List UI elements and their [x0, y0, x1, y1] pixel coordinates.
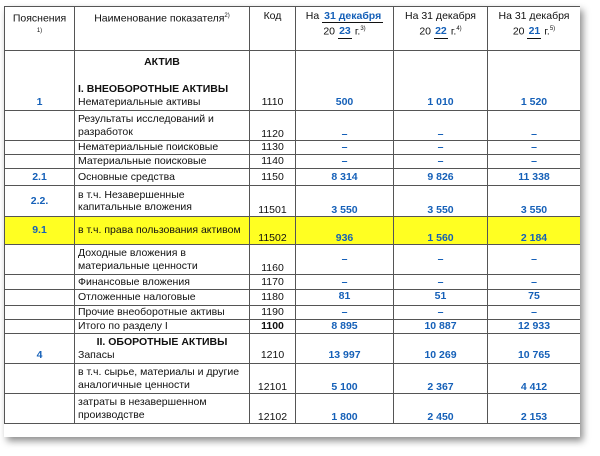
table-row — [5, 155, 581, 169]
balance-sheet — [4, 6, 580, 437]
row-value: 2 153 — [488, 394, 581, 424]
row-value: 1 800 — [296, 394, 394, 424]
row-name: Материальные поисковые — [75, 155, 250, 169]
row-note — [5, 394, 75, 424]
row-value: 8 895 — [296, 320, 394, 334]
row-value: – — [488, 111, 581, 141]
row-value: – — [394, 275, 488, 290]
section1-title: I. ВНЕОБОРОТНЫЕ АКТИВЫ — [78, 83, 229, 95]
row-name: затраты в незавершенном производстве — [75, 394, 250, 424]
row-note — [5, 245, 75, 275]
row-note — [5, 155, 75, 169]
balance-table — [4, 6, 580, 424]
row-code: 1180 — [250, 290, 296, 306]
header-period-2022: На 31 декабря 20 22 г.$^{4)}$ — [394, 7, 488, 51]
row-code: 1210 — [250, 334, 296, 364]
row-name: Прочие внеоборотные активы — [75, 306, 250, 320]
row-value: 3 550 — [488, 186, 581, 217]
row-value: – — [488, 275, 581, 290]
table-row — [5, 245, 581, 275]
row-value: 10 765 — [488, 334, 581, 364]
row-value: 1 560 — [394, 217, 488, 245]
row-name: в т.ч. права пользования активом — [75, 217, 250, 245]
row-value: – — [296, 245, 394, 275]
table-row — [5, 290, 581, 306]
row-value: 2 367 — [394, 364, 488, 394]
row-code: 12101 — [250, 364, 296, 394]
row-note — [5, 364, 75, 394]
row-code: 1100 — [250, 320, 296, 334]
row-value: – — [296, 275, 394, 290]
header-indicator: Наименование показателя$^{2)}$ — [75, 7, 250, 51]
row-code: 11501 — [250, 186, 296, 217]
row-value: 3 550 — [394, 186, 488, 217]
row-value: – — [394, 306, 488, 320]
row-value: 12 933 — [488, 320, 581, 334]
row-value: – — [394, 141, 488, 155]
table-row — [5, 51, 581, 111]
row-value: 2 450 — [394, 394, 488, 424]
row-value: 2 184 — [488, 217, 581, 245]
table-row — [5, 186, 581, 217]
row-value: 10 887 — [394, 320, 488, 334]
table-row — [5, 169, 581, 186]
row-code: 1170 — [250, 275, 296, 290]
row-value: – — [394, 111, 488, 141]
row-note: 9.1 — [5, 217, 75, 245]
row-value: 1 010 — [394, 51, 488, 111]
row-note — [5, 306, 75, 320]
row-value: 9 826 — [394, 169, 488, 186]
table-row — [5, 364, 581, 394]
row-name: Отложенные налоговые — [75, 290, 250, 306]
row-name: АКТИВ I. ВНЕОБОРОТНЫЕ АКТИВЫ Нематериальные активы — [75, 51, 250, 111]
table-row — [5, 141, 581, 155]
table-row — [5, 111, 581, 141]
header-code: Код — [250, 7, 296, 51]
row-name: II. ОБОРОТНЫЕ АКТИВЫ Запасы — [75, 334, 250, 364]
row-value: 75 — [488, 290, 581, 306]
row-code: 11502 — [250, 217, 296, 245]
row-value: – — [488, 245, 581, 275]
row-value: 13 997 — [296, 334, 394, 364]
header-period-2021: На 31 декабря 20 21 г.$^{5)}$ — [488, 7, 581, 51]
row-name: Основные средства — [75, 169, 250, 186]
table-row — [5, 306, 581, 320]
row-name: в т.ч. сырье, материалы и другие аналогичные ценности — [75, 364, 250, 394]
aktiv-title: АКТИВ — [144, 55, 180, 68]
row-code: 1140 — [250, 155, 296, 169]
row-value: 51 — [394, 290, 488, 306]
row-value: 10 269 — [394, 334, 488, 364]
header-period-2023: На 31 декабря 20 23 г.$^{3)}$ — [296, 7, 394, 51]
row-value: – — [296, 155, 394, 169]
row-value: 11 338 — [488, 169, 581, 186]
row-code: 1160 — [250, 245, 296, 275]
row-note — [5, 320, 75, 334]
row-value: 3 550 — [296, 186, 394, 217]
row-value: 936 — [296, 217, 394, 245]
row-name: в т.ч. Незавершенные капитальные вложения — [75, 186, 250, 217]
row-code: 12102 — [250, 394, 296, 424]
row-code: 1190 — [250, 306, 296, 320]
row-value: 1 520 — [488, 51, 581, 111]
row-note: 1 — [5, 51, 75, 111]
table-row — [5, 334, 581, 364]
row-note — [5, 141, 75, 155]
row-note: 2.1 — [5, 169, 75, 186]
section2-title: II. ОБОРОТНЫЕ АКТИВЫ — [96, 336, 228, 348]
row-note: 2.2. — [5, 186, 75, 217]
row-code: 1130 — [250, 141, 296, 155]
row-name: Нематериальные поисковые — [75, 141, 250, 155]
table-row — [5, 275, 581, 290]
row-name: Финансовые вложения — [75, 275, 250, 290]
row-value: – — [296, 111, 394, 141]
row-value: 81 — [296, 290, 394, 306]
row-note — [5, 290, 75, 306]
row-name: Доходные вложения в материальные ценности — [75, 245, 250, 275]
row-value: – — [488, 306, 581, 320]
row-value: 500 — [296, 51, 394, 111]
row-note — [5, 275, 75, 290]
row-value: – — [296, 306, 394, 320]
table-row-total — [5, 320, 581, 334]
row-code: 1110 — [250, 51, 296, 111]
header-row — [5, 7, 581, 51]
row-note: 4 — [5, 334, 75, 364]
row-value: – — [488, 155, 581, 169]
row-code: 1150 — [250, 169, 296, 186]
table-row-highlighted — [5, 217, 581, 245]
row-name: Результаты исследований и разработок — [75, 111, 250, 141]
row-value: – — [296, 141, 394, 155]
row-note — [5, 111, 75, 141]
row-value: 5 100 — [296, 364, 394, 394]
row-value: 4 412 — [488, 364, 581, 394]
row-name: Итого по разделу I — [75, 320, 250, 334]
row-value: 8 314 — [296, 169, 394, 186]
table-row — [5, 394, 581, 424]
row-value: – — [488, 141, 581, 155]
row-value: – — [394, 245, 488, 275]
row-code: 1120 — [250, 111, 296, 141]
row-value: – — [394, 155, 488, 169]
header-notes: Пояснения $^{1)}$ — [5, 7, 75, 51]
